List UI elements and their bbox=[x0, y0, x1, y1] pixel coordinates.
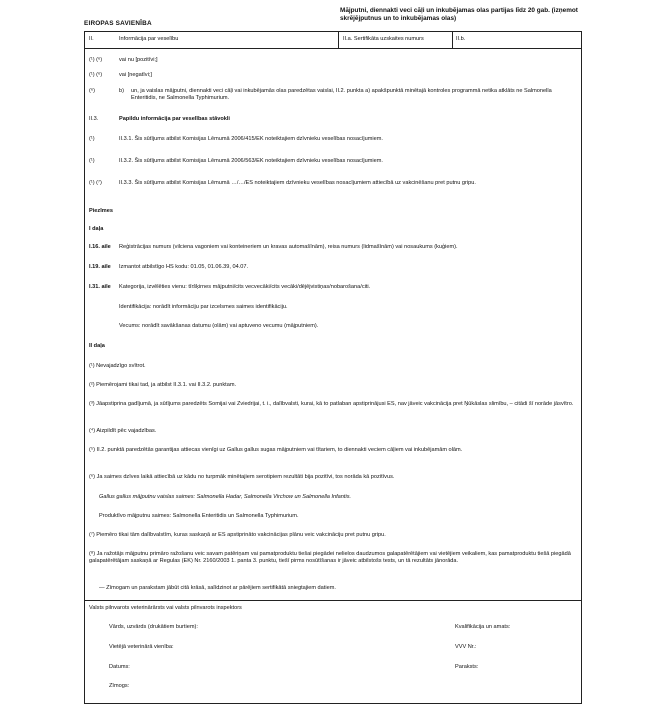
footnote-ref: (¹) (⁷) bbox=[89, 180, 102, 186]
box-description: Izmantot atbilstīgo HS kodu: 01.05, 01.06.39, 04.07. bbox=[119, 264, 249, 270]
footnote: (⁵) II.2. punktā paredzētās garantijas attiecas vienīgi uz Gallus gallus sugas mājputniem vai tītariem, to diennakti veciem cāļiem vai inkubējamām olām. bbox=[89, 447, 463, 453]
footnote: (⁴) Aizpildīt pēc vajadzības. bbox=[89, 428, 157, 434]
footnote: (⁶) Ja saimes dzīves laikā attiecībā uz kādu no turpmāk minētajiem serotipiem rezultāti bija pozitīvi, tos norāda kā pozitīvus. bbox=[89, 474, 395, 480]
section-number: II.3. bbox=[89, 116, 99, 122]
identification-note: Identifikācija: norādīt informāciju par izcelsmes saimes identifikāciju. bbox=[119, 304, 288, 310]
footnote-ref: (¹) (⁶) bbox=[89, 57, 103, 63]
name-label: Vārds, uzvārds (drukātiem burtiem): bbox=[109, 624, 198, 630]
stamp-label: Zīmogs: bbox=[109, 683, 130, 689]
part-heading: I daļa bbox=[89, 226, 104, 232]
section-title: Informācija par veselību bbox=[119, 36, 179, 42]
divider-line bbox=[338, 32, 339, 49]
qualification-label: Kvalifikācija un amats: bbox=[455, 624, 511, 630]
footnote: (²) Piemērojami tikai tad, ja atbilst II.3.1. vai II.3.2. punktam. bbox=[89, 382, 237, 388]
footnote-ref: (¹) bbox=[89, 158, 95, 164]
footnote-ref: (¹) (⁶) bbox=[89, 72, 103, 78]
footnote-detail: Produktīvo mājputnu saimes: Salmonella Enteritidis un Salmonella Typhimurium. bbox=[99, 513, 299, 519]
notes-heading: Piezīmes bbox=[89, 208, 113, 214]
part-heading: II daļa bbox=[89, 343, 105, 349]
vet-unit-label: Vietējā veterinārā vienība: bbox=[109, 644, 174, 650]
footer-divider bbox=[85, 600, 581, 601]
field-iib-label: II.b. bbox=[456, 36, 466, 42]
divider-line bbox=[452, 32, 453, 49]
section-header-row bbox=[85, 32, 581, 49]
box-label: I.31. aile bbox=[89, 284, 111, 290]
certificate-number-label: II.a. Sertifikāta uzskaites numurs bbox=[343, 36, 424, 42]
footnote: (¹) Nevajadzīgo svītrot. bbox=[89, 363, 146, 369]
inspector-heading: Valsts pilnvarots veterinārārsts vai valsts pilnvarots inspektors bbox=[89, 605, 242, 611]
date-label: Datums: bbox=[109, 664, 130, 670]
footnote: (⁷) Piemēro tikai tām dalībvalstīm, kuras saskaņā ar ES apstiprināto vakcinācijas plānu veic vakcināciju pret putnu gripu. bbox=[89, 532, 386, 538]
age-note: Vecums: norādīt savākšanas datumu (olām) vai aptuveno vecumu (mājputniem). bbox=[119, 323, 319, 329]
certificate-frame bbox=[84, 31, 582, 704]
footnote-detail: Gallus gallus mājputnu vaislas saimes: Salmonella Hadar, Salmonella Virchow un Salmonella Infantis. bbox=[99, 494, 352, 500]
footnote: (³) Jāapstiprina gadījumā, ja sūtījums paredzēts Somijai vai Zviedrijai, t. i., dalībvalsti, kurai, kā to patlaban apstiprinājusi ES, nav jāveic vakcinācija pret Ņūkāslas slimību, – citādi šī norāde jāsvītro. bbox=[89, 401, 574, 407]
option-negative: vai [negatīvi;] bbox=[119, 72, 152, 78]
box-label: I.19. aile bbox=[89, 264, 111, 270]
box-description: Reģistrācijas numurs (vilciena vagoniem vai konteineriem un kravas automašīnām), reisa numurs (lidmašīnām) vai nosaukums (kuģiem). bbox=[119, 244, 458, 250]
clause-ii-3-3: II.3.3. Šis sūtījums atbilst Komisijas Lēmumā …/…/ES noteiktajiem dzīvnieku veselības nosacījumiem attiecībā uz vakcinēšanu pret putnu gripu. bbox=[119, 180, 476, 186]
stamp-note: — Zīmogam un parakstam jābūt citā krāsā, salīdzinot ar pārējiem sertifikātā sniegtajiem datiem. bbox=[99, 585, 336, 591]
salmonella-paragraph: un, ja vaislas mājputni, diennakti veci cāļi vai inkubējamās olas paredzētas vaislai, II.2. punkta a) apakšpunktā minētajā kontroles programmā netika atklāts ne Salmonella Enteritidis, ne Salmonella Typhimurium. bbox=[131, 88, 552, 102]
header-eu: EIROPAS SAVIENĪBA bbox=[84, 20, 152, 27]
footnote-ref: (⁶) bbox=[89, 88, 96, 94]
header-title: Mājputni, diennakti veci cāļi un inkubējamas olas partijas līdz 20 gab. (izņemot skrējējputnus un to inkubējamas olas) bbox=[340, 7, 578, 22]
item-letter: b) bbox=[119, 88, 124, 94]
signature-label: Paraksts: bbox=[455, 664, 479, 670]
section-heading: Papildu informācija par veselības stāvokli bbox=[119, 116, 230, 122]
option-positive: vai nu [pozitīvi;] bbox=[119, 57, 158, 63]
footnote: (⁸) Ja ražotājs mājputnu primāro ražošanu veic savam patēriņam vai pamatproduktu tiešai piegādei nelielos daudzumos galapatērētājiem vai vietējiem veikaliem, kas pamatproduktu tiešā piegādā galapatērētājam saskaņā ar Regulas (EK) Nr. 2160/2003 1. panta 3. punktu, tiešī pirms nosūtīšanas ir jāveic atbilstošs tests, un tā rezultāts jānorāda. bbox=[89, 551, 571, 565]
box-description: Kategorija, izvēlēties vienu: tīršķirnes mājputni/cits vecvecāki/cits vecāki/dējējvistiņas/nobarošana/citi. bbox=[119, 284, 371, 290]
clause-ii-3-2: II.3.2. Šis sūtījums atbilst Komisijas Lēmumā 2006/563/EK noteiktajiem dzīvnieku veselības nosacījumiem. bbox=[119, 158, 383, 164]
footnote-ref: (¹) bbox=[89, 136, 95, 142]
clause-ii-3-1: II.3.1. Šis sūtījums atbilst Komisijas Lēmumā 2006/415/EK noteiktajiem dzīvnieku veselības nosacījumiem. bbox=[119, 136, 383, 142]
box-label: I.16. aile bbox=[89, 244, 111, 250]
section-number: II. bbox=[89, 36, 94, 42]
lvu-number-label: VVV Nr.: bbox=[455, 644, 477, 650]
